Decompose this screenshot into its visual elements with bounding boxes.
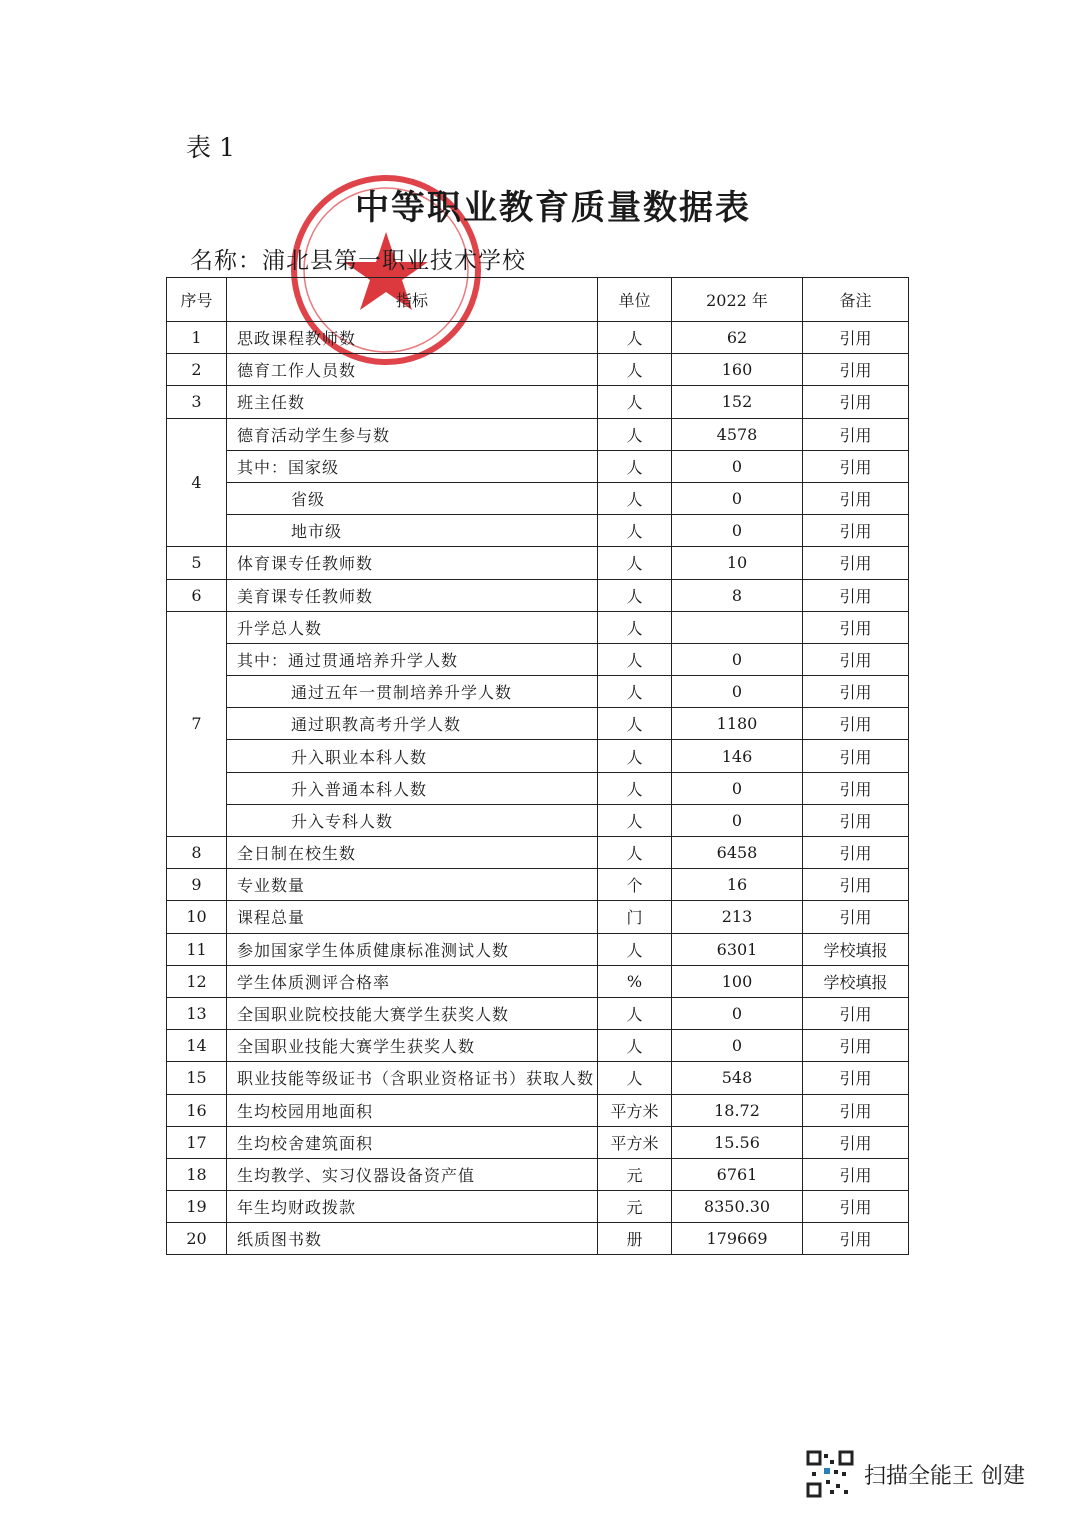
table-row	[167, 482, 909, 514]
row-indicator	[227, 772, 598, 804]
indicator-text: 生均校园用地面积	[237, 1101, 374, 1121]
indicator-text: 德育工作人员数	[237, 361, 357, 381]
row-value: 160	[672, 354, 803, 386]
indicator-text: 升入职业本科人数	[291, 747, 428, 767]
row-number: 14	[167, 1030, 227, 1062]
row-indicator	[227, 547, 598, 579]
row-unit: 人	[598, 933, 672, 965]
table-row	[167, 676, 909, 708]
indicator-text: 专业数量	[237, 876, 306, 896]
row-indicator	[227, 804, 598, 836]
row-note: 引用	[803, 804, 909, 836]
indicator-text: 生均教学、实习仪器设备资产值	[237, 1165, 476, 1185]
scanner-watermark	[806, 1450, 1025, 1498]
table-row	[167, 515, 909, 547]
row-value: 4578	[672, 418, 803, 450]
table-row	[167, 1062, 909, 1094]
indicator-text: 升入普通本科人数	[291, 779, 428, 799]
row-unit: 人	[598, 579, 672, 611]
row-value: 213	[672, 901, 803, 933]
table-row	[167, 322, 909, 354]
row-unit: 人	[598, 386, 672, 418]
row-unit: 人	[598, 676, 672, 708]
table-row	[167, 869, 909, 901]
row-unit: %	[598, 965, 672, 997]
indicator-text: 升入专科人数	[291, 811, 394, 831]
row-unit: 人	[598, 772, 672, 804]
row-indicator	[227, 1030, 598, 1062]
row-indicator	[227, 643, 598, 675]
row-note: 引用	[803, 1223, 909, 1255]
row-indicator	[227, 1062, 598, 1094]
row-number: 17	[167, 1126, 227, 1158]
table-row	[167, 804, 909, 836]
indicator-text: 美育课专任教师数	[237, 586, 374, 606]
indicator-text: 通过五年一贯制培养升学人数	[291, 683, 513, 703]
row-value: 1180	[672, 708, 803, 740]
row-unit: 平方米	[598, 1094, 672, 1126]
table-row	[167, 611, 909, 643]
row-note: 引用	[803, 547, 909, 579]
row-value: 548	[672, 1062, 803, 1094]
row-note: 引用	[803, 708, 909, 740]
indicator-text: 地市级	[291, 522, 343, 542]
indicator-text: 职业技能等级证书（含职业资格证书）获取人数	[237, 1069, 595, 1089]
row-unit: 人	[598, 515, 672, 547]
row-number: 8	[167, 837, 227, 869]
row-number: 3	[167, 386, 227, 418]
row-note: 引用	[803, 322, 909, 354]
indicator-text: 通过职教高考升学人数	[291, 715, 462, 735]
row-note: 引用	[803, 1158, 909, 1190]
row-indicator	[227, 418, 598, 450]
row-note: 引用	[803, 354, 909, 386]
indicator-text: 思政课程教师数	[237, 329, 357, 349]
row-value: 100	[672, 965, 803, 997]
row-unit: 人	[598, 450, 672, 482]
row-value: 6301	[672, 933, 803, 965]
row-number: 12	[167, 965, 227, 997]
table-row	[167, 997, 909, 1029]
row-value: 8350.30	[672, 1191, 803, 1223]
row-unit: 人	[598, 418, 672, 450]
row-number: 20	[167, 1223, 227, 1255]
indicator-text: 体育课专任教师数	[237, 554, 374, 574]
table-row	[167, 933, 909, 965]
table-row	[167, 386, 909, 418]
row-note: 引用	[803, 772, 909, 804]
row-note: 引用	[803, 1062, 909, 1094]
header-indicator: 指标	[227, 278, 598, 322]
row-note: 引用	[803, 1191, 909, 1223]
row-number: 6	[167, 579, 227, 611]
row-unit: 平方米	[598, 1126, 672, 1158]
table-label: 表 1	[186, 133, 235, 162]
table-row	[167, 740, 909, 772]
row-note: 引用	[803, 515, 909, 547]
row-value: 0	[672, 482, 803, 514]
row-number: 18	[167, 1158, 227, 1190]
school-name-line: 名称：浦北县第一职业技术学校	[190, 248, 526, 274]
row-unit: 元	[598, 1158, 672, 1190]
row-unit: 人	[598, 804, 672, 836]
row-number: 11	[167, 933, 227, 965]
table-row	[167, 837, 909, 869]
header-note: 备注	[803, 278, 909, 322]
table-row	[167, 1126, 909, 1158]
row-unit: 门	[598, 901, 672, 933]
row-number: 4	[167, 418, 227, 547]
row-unit: 人	[598, 837, 672, 869]
row-value: 6761	[672, 1158, 803, 1190]
row-unit: 人	[598, 322, 672, 354]
row-indicator	[227, 354, 598, 386]
row-unit: 元	[598, 1191, 672, 1223]
table-row	[167, 418, 909, 450]
row-note: 引用	[803, 386, 909, 418]
row-indicator	[227, 837, 598, 869]
row-indicator	[227, 322, 598, 354]
row-indicator	[227, 1191, 598, 1223]
row-note: 引用	[803, 676, 909, 708]
row-value: 0	[672, 804, 803, 836]
row-unit: 人	[598, 547, 672, 579]
row-indicator	[227, 1094, 598, 1126]
row-number: 1	[167, 322, 227, 354]
indicator-text: 省级	[291, 490, 326, 510]
indicator-text: 全国职业技能大赛学生获奖人数	[237, 1037, 476, 1057]
row-value: 152	[672, 386, 803, 418]
row-indicator	[227, 869, 598, 901]
row-value: 146	[672, 740, 803, 772]
row-unit: 人	[598, 482, 672, 514]
row-note: 学校填报	[803, 933, 909, 965]
row-unit: 人	[598, 1030, 672, 1062]
row-note: 引用	[803, 869, 909, 901]
row-number: 16	[167, 1094, 227, 1126]
row-note: 引用	[803, 901, 909, 933]
row-note: 引用	[803, 482, 909, 514]
table-row	[167, 965, 909, 997]
header-year: 2022 年	[672, 278, 803, 322]
row-number: 13	[167, 997, 227, 1029]
row-indicator	[227, 386, 598, 418]
row-indicator	[227, 1126, 598, 1158]
indicator-text: 课程总量	[237, 908, 306, 928]
row-value: 8	[672, 579, 803, 611]
row-unit: 人	[598, 354, 672, 386]
row-number: 19	[167, 1191, 227, 1223]
row-value: 0	[672, 772, 803, 804]
table-row	[167, 450, 909, 482]
indicator-text: 班主任数	[237, 393, 306, 413]
row-note: 引用	[803, 418, 909, 450]
quality-data-table	[166, 277, 909, 1255]
row-number: 15	[167, 1062, 227, 1094]
row-value: 0	[672, 450, 803, 482]
table-row	[167, 643, 909, 675]
row-indicator	[227, 997, 598, 1029]
row-number: 10	[167, 901, 227, 933]
table-row	[167, 1223, 909, 1255]
indicator-text: 德育活动学生参与数	[237, 425, 391, 445]
row-unit: 人	[598, 740, 672, 772]
row-note: 引用	[803, 740, 909, 772]
row-value: 179669	[672, 1223, 803, 1255]
footer-text: 扫描全能王 创建	[864, 1463, 1025, 1489]
row-value: 15.56	[672, 1126, 803, 1158]
indicator-text: 学生体质测评合格率	[237, 972, 391, 992]
row-value: 16	[672, 869, 803, 901]
row-value: 0	[672, 997, 803, 1029]
row-note: 引用	[803, 450, 909, 482]
indicator-text: 生均校舍建筑面积	[237, 1133, 374, 1153]
table-row	[167, 579, 909, 611]
row-indicator	[227, 515, 598, 547]
table-row	[167, 1191, 909, 1223]
row-value: 62	[672, 322, 803, 354]
row-number: 5	[167, 547, 227, 579]
indicator-text: 参加国家学生体质健康标准测试人数	[237, 940, 510, 960]
table-row	[167, 547, 909, 579]
row-unit: 人	[598, 997, 672, 1029]
indicator-text: 全国职业院校技能大赛学生获奖人数	[237, 1005, 510, 1025]
row-indicator	[227, 611, 598, 643]
row-value: 18.72	[672, 1094, 803, 1126]
row-value: 0	[672, 1030, 803, 1062]
indicator-text: 其中：国家级	[237, 457, 340, 477]
row-value: 0	[672, 515, 803, 547]
row-unit: 人	[598, 643, 672, 675]
row-value: 0	[672, 676, 803, 708]
row-indicator	[227, 1158, 598, 1190]
row-indicator	[227, 482, 598, 514]
indicator-text: 其中：通过贯通培养升学人数	[237, 650, 459, 670]
row-value: 6458	[672, 837, 803, 869]
row-indicator	[227, 1223, 598, 1255]
row-indicator	[227, 676, 598, 708]
row-note: 引用	[803, 997, 909, 1029]
row-unit: 个	[598, 869, 672, 901]
table-row	[167, 708, 909, 740]
row-note: 学校填报	[803, 965, 909, 997]
table-header-row	[167, 278, 909, 322]
table-row	[167, 772, 909, 804]
row-note: 引用	[803, 1126, 909, 1158]
row-note: 引用	[803, 579, 909, 611]
row-indicator	[227, 965, 598, 997]
row-unit: 人	[598, 1062, 672, 1094]
page-title: 中等职业教育质量数据表	[355, 188, 751, 228]
row-value: 0	[672, 643, 803, 675]
row-indicator	[227, 450, 598, 482]
row-note: 引用	[803, 837, 909, 869]
row-unit: 人	[598, 611, 672, 643]
row-note: 引用	[803, 1030, 909, 1062]
row-value: 10	[672, 547, 803, 579]
row-value	[672, 611, 803, 643]
row-note: 引用	[803, 1094, 909, 1126]
row-unit: 册	[598, 1223, 672, 1255]
row-number: 2	[167, 354, 227, 386]
table-row	[167, 901, 909, 933]
row-unit: 人	[598, 708, 672, 740]
table-row	[167, 1030, 909, 1062]
row-indicator	[227, 708, 598, 740]
indicator-text: 年生均财政拨款	[237, 1198, 357, 1218]
row-note: 引用	[803, 611, 909, 643]
indicator-text: 纸质图书数	[237, 1230, 323, 1250]
header-no: 序号	[167, 278, 227, 322]
indicator-text: 升学总人数	[237, 618, 323, 638]
row-indicator	[227, 579, 598, 611]
indicator-text: 全日制在校生数	[237, 844, 357, 864]
row-indicator	[227, 933, 598, 965]
table-row	[167, 354, 909, 386]
table-row	[167, 1158, 909, 1190]
table-row	[167, 1094, 909, 1126]
row-note: 引用	[803, 643, 909, 675]
qr-code-icon	[806, 1450, 854, 1498]
row-number: 7	[167, 611, 227, 836]
row-indicator	[227, 740, 598, 772]
row-indicator	[227, 901, 598, 933]
row-number: 9	[167, 869, 227, 901]
header-unit: 单位	[598, 278, 672, 322]
